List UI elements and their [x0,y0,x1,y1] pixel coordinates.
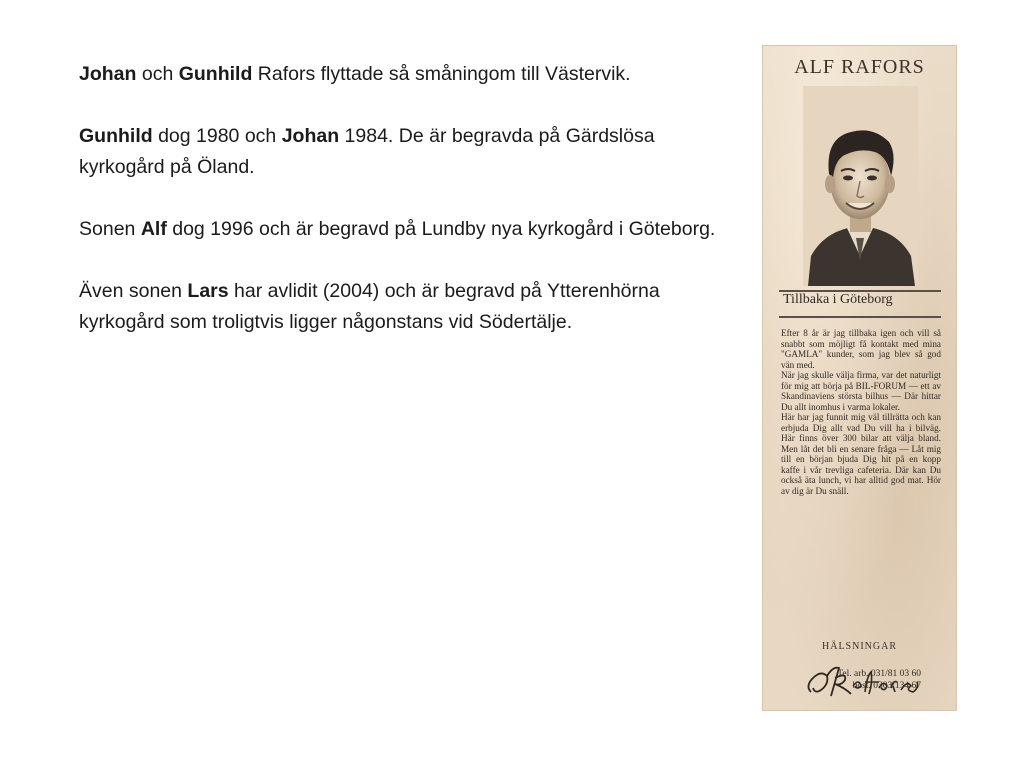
text-block [79,59,719,369]
name-johan: Johan [79,63,137,85]
clipping-body [781,328,941,496]
heading-rule-bottom [779,316,941,318]
clipping-paragraph: När jag skulle välja firma, var det naturligt för mig att börja på BIL-FORUM — ett av Skandinaviens största bilhus — Där hittar Du allt inomhus i varma lokaler. [781,370,941,412]
phone-home: bost. 0303/134 67 [852,681,921,691]
name-alf: Alf [140,218,167,240]
portrait-photo [803,86,918,286]
newspaper-clipping [763,46,956,710]
phone-work: Tel. arb. 031/81 03 60 [837,669,921,679]
clipping-paragraph: Efter 8 år är jag tillbaka igen och vill så snabbt som möjligt få kontakt med mina "GAMLA" kunder, som jag blev så god vän med. [781,328,941,370]
paragraph-alf: Sonen Alf dog 1996 och är begravd på Lundby nya kyrkogård i Göteborg. [79,218,716,240]
paragraph-deaths: Gunhild dog 1980 och Johan 1984. De är begravda på Gärdslösa kyrkogård på Öland. [79,125,655,178]
name-gunhild: Gunhild [178,63,253,85]
name-johan: Johan [281,125,340,147]
clipping-title: ALF RAFORS [794,56,925,78]
clipping-regards: HÄLSNINGAR [822,641,897,652]
name-gunhild: Gunhild [79,125,153,147]
paragraph-lars: Även sonen Lars har avlidit (2004) och är begravd på Ytterenhörna kyrkogård som troligtvis ligger någonstans vid Södertälje. [79,280,660,333]
clipping-paragraph: Här har jag funnit mig väl tillrätta och kan erbjuda Dig allt vad Du vill ha i bilväg. Här finns över 300 bilar att välja bland. Men låt det bli en senare fråga — Låt mig till en början bjuda Dig hit på en kopp kaffe i vår trevliga cafeteria. Där kan Du också äta lunch, vi har alltid god mat. Hör av dig är Du snäll. [781,412,941,496]
clipping-phones [837,668,921,692]
paragraph-move: Johan och Gunhild Rafors flyttade så småningom till Västervik. [79,63,631,85]
clipping-heading: Tillbaka i Göteborg [783,292,893,307]
name-lars: Lars [187,280,229,302]
